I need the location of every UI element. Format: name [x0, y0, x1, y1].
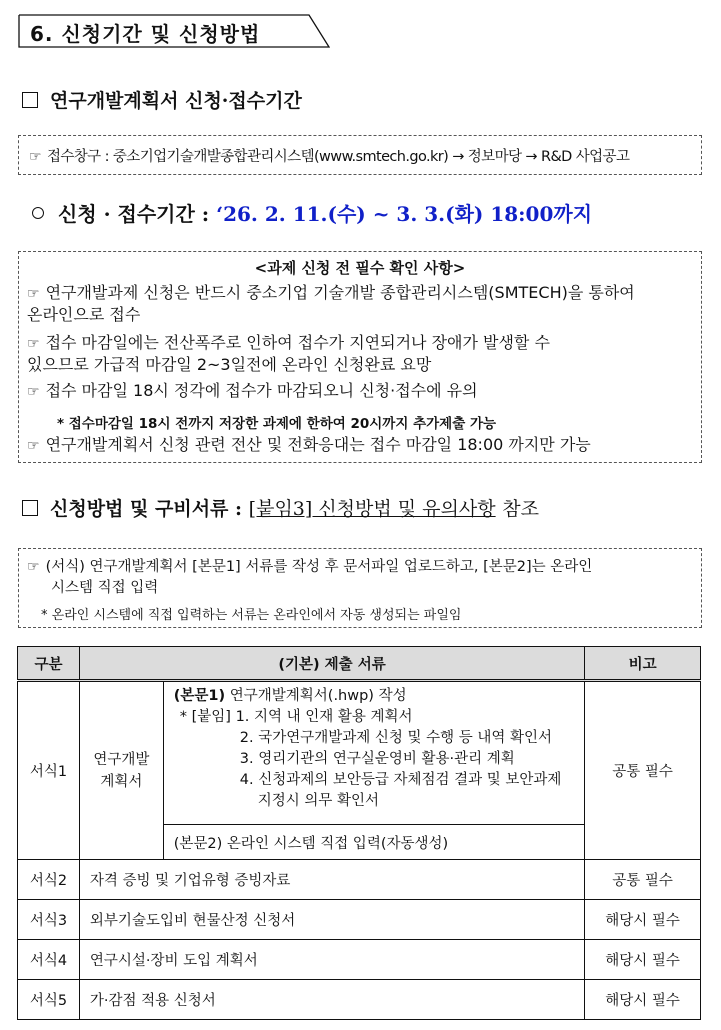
form-notice-line1: ☞ (서식) 연구개발계획서 [본문1] 서류를 작성 후 문서파일 업로드하고, [본문2]는 온라인: [27, 559, 593, 575]
documents-table: [17, 646, 701, 1020]
checklist-item-2-cont: 있으므로 가급적 마감일 2~3일전에 온라인 신청완료 요망: [27, 355, 432, 374]
table-header-row: [18, 647, 701, 681]
checklist-item-1-cont: 온라인으로 접수: [27, 305, 141, 324]
checklist-note: * 접수마감일 18시 전까지 저장한 과제에 한하여 20시까지 추가제출 가능: [57, 416, 497, 432]
form2-doc: 자격 증빙 및 기업유형 증빙자료: [79, 860, 584, 900]
application-period: [32, 198, 592, 227]
pointing-hand-icon: ☞: [27, 438, 40, 454]
form1-main-doc: (본문1) 연구개발계획서(.hwp) 작성 * [붙임] 1. 지역 내 인재 활용 계획서 2. 국가연구개발과제 신청 및 수행 등 내역 확인서 3. 영리기관의 연구실운영비 활용·관리 계획 4. 신청과제의 보안등급 자체점검 결과 및 보안과제 지정시 의무 확인서: [163, 681, 584, 825]
section-title-tab: [18, 14, 328, 48]
form1-online-doc: (본문2) 온라인 시스템 직접 입력(자동생성): [163, 825, 584, 860]
attachment-reference-link: [붙임3] 신청방법 및 유의사항: [248, 498, 496, 520]
pointing-hand-icon: ☞: [27, 384, 40, 400]
plan-heading: [22, 86, 302, 113]
section-title: 6. 신청기간 및 신청방법: [30, 22, 261, 46]
form1-note: 공통 필수: [585, 681, 701, 860]
form-notice-note: * 온라인 시스템에 직접 입력하는 서류는 온라인에서 자동 생성되는 파일임: [41, 608, 462, 623]
square-bullet-icon: [22, 92, 38, 108]
header-remarks: 비고: [585, 647, 701, 681]
form3-label: 서식3: [18, 900, 80, 940]
form5-doc: 가·감점 적용 신청서: [79, 980, 584, 1020]
form4-label: 서식4: [18, 940, 80, 980]
pointing-hand-icon: ☞: [27, 286, 40, 302]
period-label: 신청 · 접수기간 :: [58, 202, 210, 226]
circle-bullet-icon: [32, 207, 44, 219]
form-notice-line2: 시스템 직접 입력: [51, 580, 159, 596]
form2-note: 공통 필수: [585, 860, 701, 900]
square-bullet-icon: [22, 500, 38, 516]
checklist-item-1: ☞ 연구개발과제 신청은 반드시 중소기업 기술개발 종합관리시스템(SMTECH)을 통하여: [27, 283, 635, 302]
header-category: 구분: [18, 647, 80, 681]
form3-doc: 외부기술도입비 현물산정 신청서: [79, 900, 584, 940]
table-row: [18, 860, 701, 900]
required-checklist-box: [18, 251, 702, 463]
form5-label: 서식5: [18, 980, 80, 1020]
pointing-hand-icon: ☞: [27, 336, 40, 352]
table-row: [18, 681, 701, 825]
form3-note: 해당시 필수: [585, 900, 701, 940]
form5-note: 해당시 필수: [585, 980, 701, 1020]
checklist-item-3: ☞ 접수 마감일 18시 정각에 접수가 마감되오니 신청·접수에 유의: [27, 381, 478, 400]
table-row: [18, 900, 701, 940]
table-row: [18, 940, 701, 980]
period-date: ‘26. 2. 11.(수) ~ 3. 3.(화) 18:00까지: [216, 202, 593, 226]
form-notice-box: [18, 548, 702, 628]
form1-name: 연구개발 계획서: [79, 681, 163, 860]
pointing-hand-icon: ☞: [27, 559, 40, 575]
checklist-title: <과제 신청 전 필수 확인 사항>: [254, 259, 466, 277]
checklist-item-4: ☞ 연구개발계획서 신청 관련 전산 및 전화응대는 접수 마감일 18:00 까지만 가능: [27, 435, 591, 454]
method-heading-text: 신청방법 및 구비서류 :: [50, 498, 243, 520]
plan-heading-text: 연구개발계획서 신청·접수기간: [50, 90, 302, 112]
method-heading-tail: 참조: [502, 498, 539, 520]
form4-note: 해당시 필수: [585, 940, 701, 980]
form2-label: 서식2: [18, 860, 80, 900]
form1-label: 서식1: [18, 681, 80, 860]
table-row: [18, 980, 701, 1020]
pointing-hand-icon: ☞: [29, 149, 41, 165]
header-documents: (기본) 제출 서류: [79, 647, 584, 681]
checklist-item-2: ☞ 접수 마감일에는 전산폭주로 인하여 접수가 지연되거나 장애가 발생할 수: [27, 333, 550, 352]
submission-window-text: 접수창구 : 중소기업기술개발종합관리시스템(www.smtech.go.kr) → 정보마당 → R&D 사업공고: [46, 149, 630, 165]
form4-doc: 연구시설·장비 도입 계획서: [79, 940, 584, 980]
method-heading: [22, 494, 539, 521]
submission-window-notice: [18, 135, 702, 175]
